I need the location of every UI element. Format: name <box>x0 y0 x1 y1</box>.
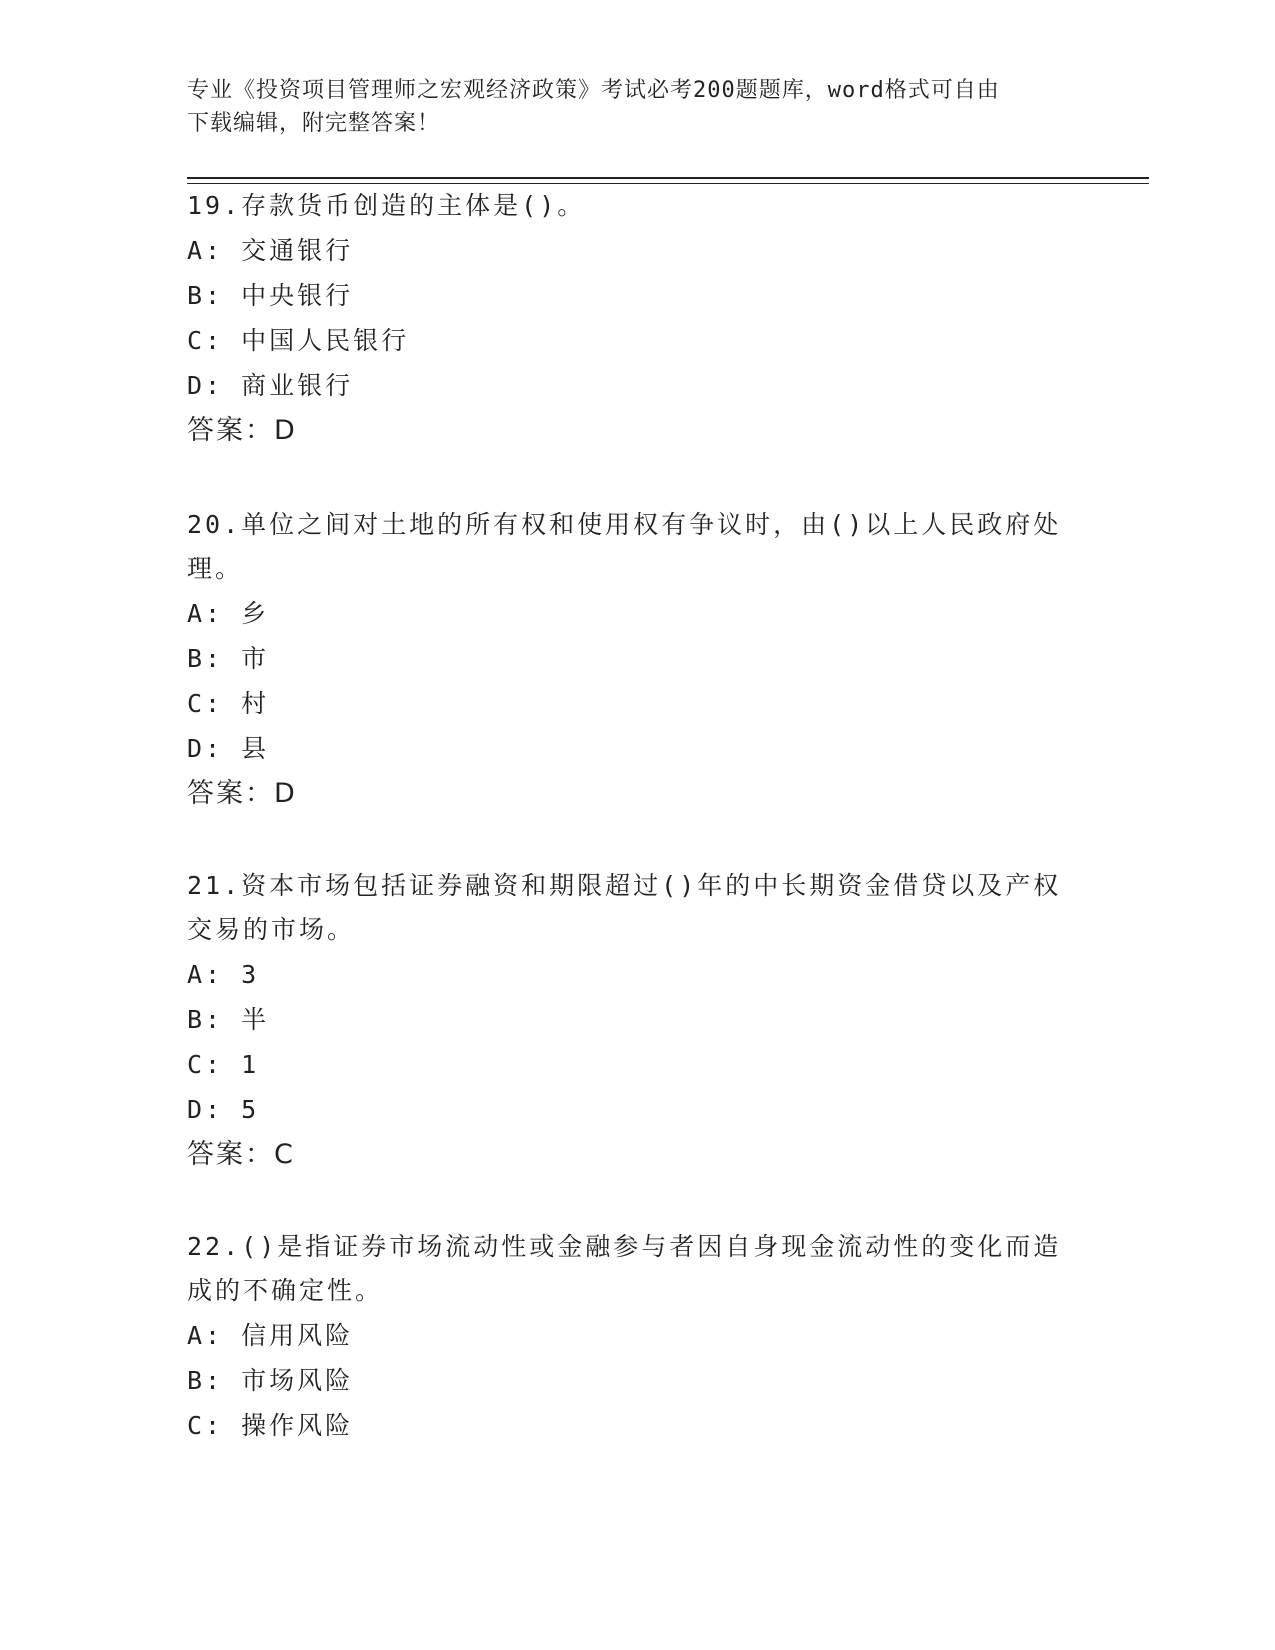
header-line-2: 下载编辑，附完整答案！ <box>187 111 441 136</box>
question-21 <box>187 864 1087 1178</box>
option-a: A: 信用风险 <box>187 1321 354 1350</box>
question-stem: 19.存款货币创造的主体是()。 <box>187 191 586 220</box>
option-d: D: 5 <box>187 1095 260 1124</box>
question-22 <box>187 1225 1087 1448</box>
answer: 答案：C <box>187 1139 295 1170</box>
answer: 答案：D <box>187 778 297 809</box>
option-a: A: 乡 <box>187 599 270 628</box>
document-header <box>187 74 1087 140</box>
option-b: B: 中央银行 <box>187 281 354 310</box>
option-c: C: 中国人民银行 <box>187 326 410 355</box>
question-stem: 22.()是指证券市场流动性或金融参与者因自身现金流动性的变化而造成的不确定性。 <box>187 1232 1062 1305</box>
option-c: C: 村 <box>187 689 270 718</box>
option-d: D: 县 <box>187 734 270 763</box>
option-b: B: 半 <box>187 1005 270 1034</box>
question-19 <box>187 184 1087 454</box>
option-d: D: 商业银行 <box>187 371 354 400</box>
option-b: B: 市场风险 <box>187 1366 354 1395</box>
question-stem: 20.单位之间对土地的所有权和使用权有争议时，由()以上人民政府处理。 <box>187 510 1062 583</box>
question-stem: 21.资本市场包括证券融资和期限超过()年的中长期资金借贷以及产权交易的市场。 <box>187 871 1062 944</box>
option-b: B: 市 <box>187 644 270 673</box>
option-c: C: 1 <box>187 1050 260 1079</box>
answer: 答案：D <box>187 415 297 446</box>
header-line-1: 专业《投资项目管理师之宏观经济政策》考试必考200题题库，word格式可自由 <box>187 78 1000 103</box>
option-a: A: 3 <box>187 960 260 989</box>
option-a: A: 交通银行 <box>187 236 354 265</box>
header-divider-thick <box>187 177 1149 179</box>
option-c: C: 操作风险 <box>187 1411 354 1440</box>
question-20 <box>187 503 1087 817</box>
